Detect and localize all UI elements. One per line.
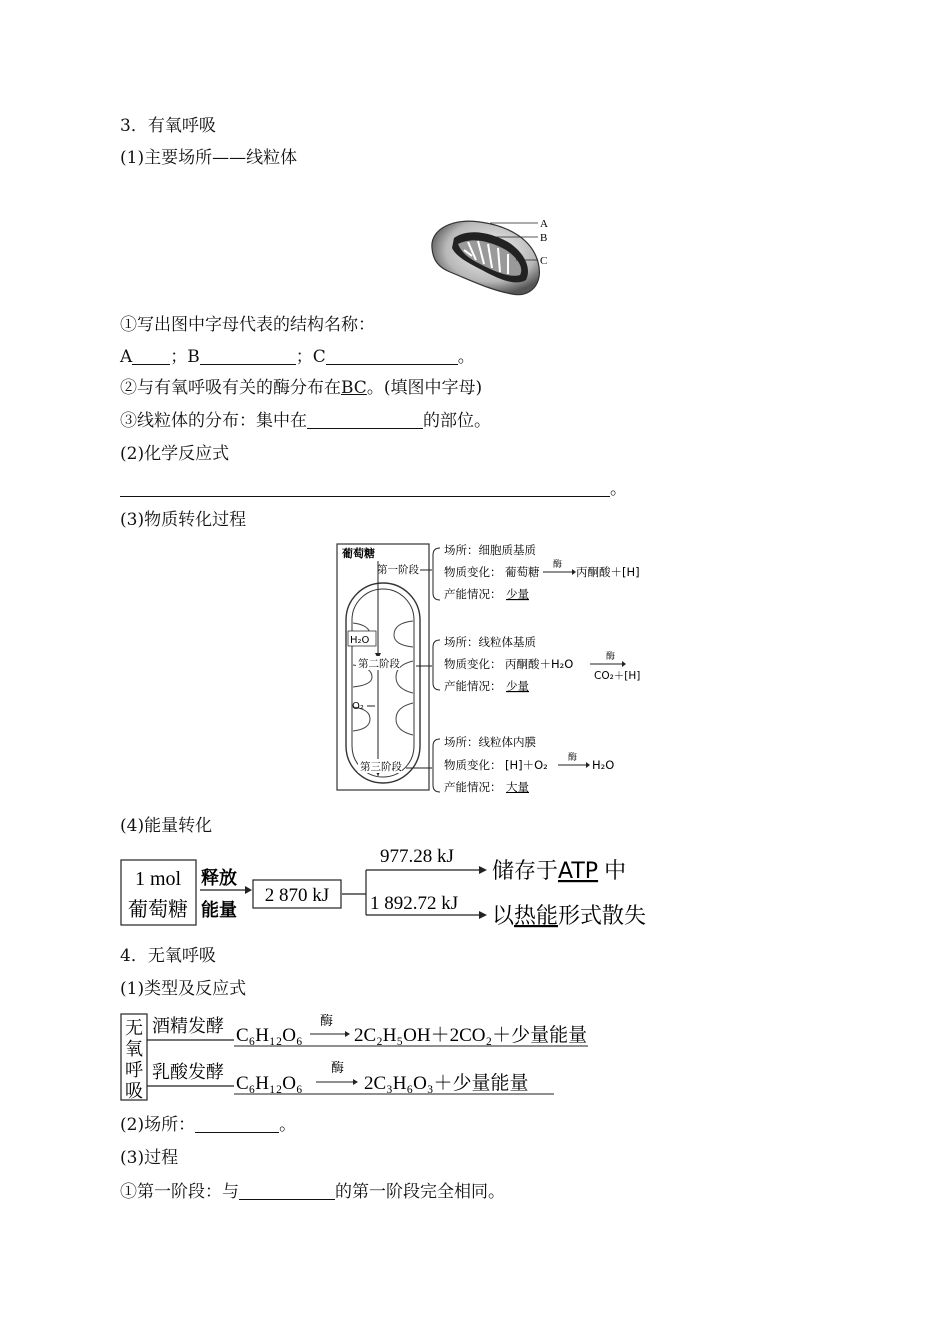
period: 。: [457, 347, 475, 367]
label-a: A: [120, 347, 133, 367]
subsection-equation: (2)化学反应式: [120, 444, 230, 464]
alcohol-reactant: C₆H₁₂O₆: [236, 1025, 303, 1046]
stage1-energy-prefix: 产能情况：: [444, 587, 502, 601]
sep-c: ；C: [295, 347, 326, 367]
answer-line-abc: [120, 346, 475, 368]
subsection-anaerobic-process: (3)过程: [120, 1148, 179, 1168]
stage1-enzyme: 酶: [553, 560, 563, 570]
stage2-change-reactant: 丙酮酸＋H₂O: [505, 657, 574, 671]
question-distribution: [120, 410, 491, 432]
stage1-change-product: 丙酮酸＋[H]: [576, 565, 640, 579]
glucose-text: 葡萄糖: [128, 897, 188, 921]
s2-text: (2)场所：: [120, 1115, 196, 1135]
blank-first-stage[interactable]: [239, 1183, 335, 1200]
q1-text: ①第一阶段：与: [120, 1182, 239, 1202]
stage3-change-reactant: [H]＋O₂: [505, 758, 548, 772]
q2-answer: BC: [341, 378, 367, 398]
blank-distribution[interactable]: [307, 412, 423, 429]
question-anaerobic-location: [120, 1114, 296, 1136]
stage3-energy-prefix: 产能情况：: [444, 780, 502, 793]
blank-anaerobic-location[interactable]: [195, 1116, 279, 1133]
stage1-label: 第一阶段: [377, 564, 419, 576]
release-text-2: 能量: [201, 900, 237, 921]
blank-b[interactable]: [200, 348, 296, 365]
process-diagram: [336, 543, 656, 793]
question-structure-names: ①写出图中字母代表的结构名称：: [120, 315, 375, 335]
q2-text: ②与有氧呼吸有关的酶分布在: [120, 378, 341, 398]
q3-tail: 的部位。: [423, 411, 491, 431]
section-4-title: 4．无氧呼吸: [120, 946, 216, 966]
alcohol-enzyme: 酶: [320, 1014, 334, 1029]
stage2-energy-prefix: 产能情况：: [444, 679, 502, 693]
question-enzyme-location: [120, 377, 482, 399]
stage3-place: 场所：线粒体内膜: [444, 735, 536, 749]
lactic-enzyme: 酶: [331, 1061, 345, 1076]
heat-loss-text: 以热能形式散失: [492, 904, 647, 929]
sep-b: ；B: [170, 347, 200, 367]
stage2-change-product: CO₂＋[H]: [594, 670, 641, 682]
lactic-products: 2C₃H₆O₃＋少量能量: [364, 1073, 529, 1094]
q3-text: ③线粒体的分布：集中在: [120, 411, 307, 431]
period: 。: [279, 1115, 297, 1135]
energy-diagram: [118, 840, 653, 930]
subsection-location: (1)主要场所——线粒体: [120, 148, 298, 168]
anaerobic-diagram: [118, 1008, 598, 1103]
mito-outer: [346, 583, 420, 783]
stage3-change-prefix: 物质变化：: [444, 758, 502, 772]
glucose-mol: 1 mol: [134, 868, 182, 890]
equation-answer-line: [120, 478, 627, 500]
blank-equation[interactable]: [120, 480, 610, 497]
release-text-1: 释放: [201, 868, 237, 889]
label-B: B: [540, 232, 548, 244]
stage1-change-reactant: 葡萄糖: [505, 565, 540, 579]
subsection-types: (1)类型及反应式: [120, 979, 247, 999]
stage1-place: 场所：细胞质基质: [444, 543, 536, 557]
mitochondrion-figure: [420, 210, 560, 300]
h2o-label: H₂O: [350, 635, 370, 646]
stage2-label: 第二阶段: [358, 658, 400, 670]
period: 。: [610, 479, 627, 499]
stage2-place: 场所：线粒体基质: [444, 635, 536, 649]
heat-energy-value: 1 892.72 kJ: [370, 893, 459, 914]
stage3-change-product: H₂O: [592, 758, 615, 772]
stage1-change-prefix: 物质变化：: [444, 565, 502, 579]
box-char-2: 氧: [125, 1039, 143, 1060]
stage3-label: 第三阶段: [360, 761, 402, 773]
stage2-enzyme: 酶: [606, 652, 616, 662]
alcohol-products: 2C₂H₅OH＋2CO₂＋少量能量: [354, 1025, 588, 1046]
box-char-4: 吸: [125, 1081, 143, 1102]
lactic-fermentation: 乳酸发酵: [152, 1062, 224, 1083]
box-char-1: 无: [125, 1018, 143, 1039]
stage3-energy: 大量: [506, 780, 529, 793]
subsection-process: (3)物质转化过程: [120, 510, 247, 530]
glucose-label: 葡萄糖: [342, 547, 375, 560]
stage2-change-prefix: 物质变化：: [444, 657, 502, 671]
atp-storage-text: 储存于ATP 中: [492, 859, 627, 884]
o2-label: O₂: [352, 701, 364, 712]
question-first-stage: [120, 1181, 505, 1203]
q2-tail: 。(填图中字母): [366, 378, 483, 398]
blank-c[interactable]: [326, 348, 458, 365]
box-char-3: 呼: [125, 1060, 143, 1081]
subsection-energy: (4)能量转化: [120, 816, 213, 836]
stage2-energy: 少量: [506, 679, 529, 693]
label-C: C: [540, 255, 548, 267]
blank-a[interactable]: [132, 348, 170, 365]
section-3-title: 3．有氧呼吸: [120, 116, 216, 136]
stage3-enzyme: 酶: [568, 753, 578, 763]
total-energy: 2 870 kJ: [264, 885, 330, 906]
alcohol-fermentation: 酒精发酵: [152, 1016, 224, 1037]
lactic-reactant: C₆H₁₂O₆: [236, 1073, 303, 1094]
stage1-energy: 少量: [506, 587, 529, 601]
atp-energy-value: 977.28 kJ: [380, 846, 454, 867]
label-A: A: [540, 218, 548, 230]
q1-tail: 的第一阶段完全相同。: [335, 1182, 505, 1202]
